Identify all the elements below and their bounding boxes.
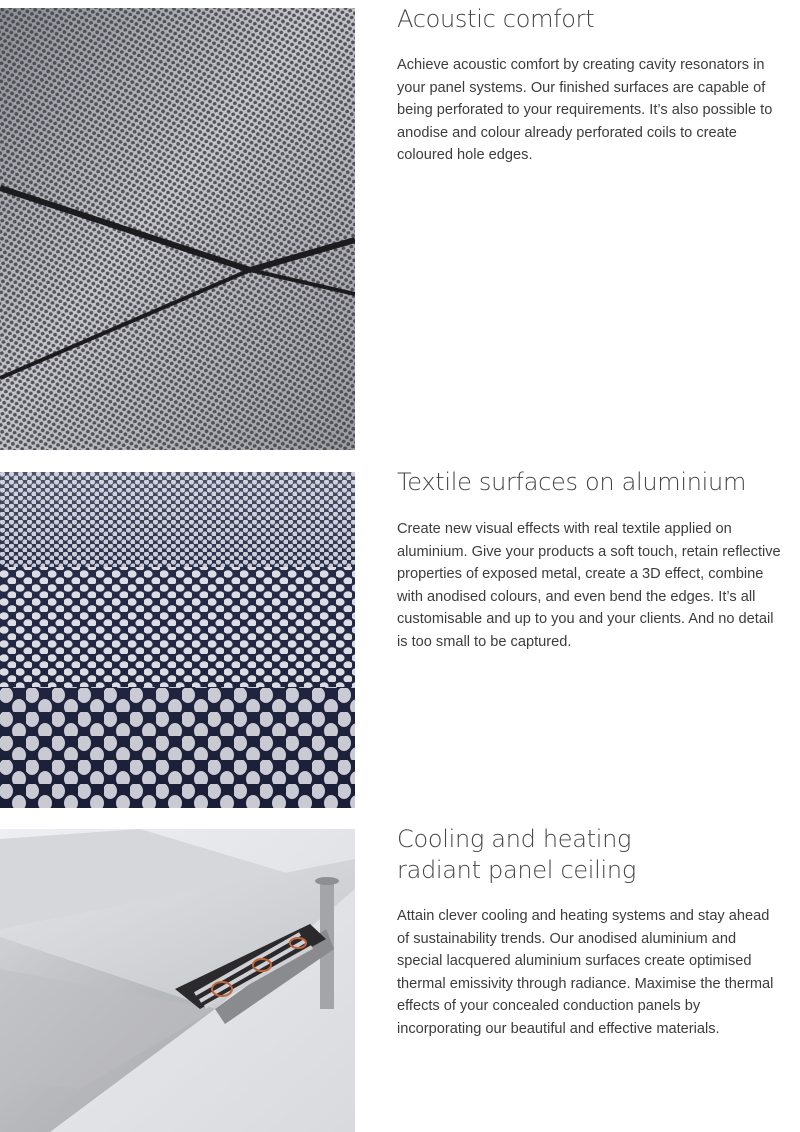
section-title: Textile surfaces on aluminium <box>397 468 747 496</box>
section-body: Create new visual effects with real textile applied on aluminium. Give your products a soft touch, retain reflective properties of exposed metal, create a 3D effect, combine with anodised colours, and even bend the edges. It’s all customisable and up to you and your clients. And no detail is too small to be captured. <box>397 521 781 650</box>
textile-surface-image <box>0 472 355 808</box>
section-body: Achieve acoustic comfort by creating cavity resonators in your panel systems. Our finished surfaces are capable of being perforated to your requirements. It’s also possible to anodise and colour already perforated coils to create coloured hole edges. <box>397 57 773 164</box>
radiant-ceiling-image <box>0 829 355 1132</box>
acoustic-panel-image <box>0 8 355 450</box>
section-acoustic-comfort <box>397 4 782 167</box>
section-radiant-panel-ceiling <box>397 824 782 1041</box>
section-title: Acoustic comfort <box>397 5 595 33</box>
section-textile-surfaces <box>397 467 782 654</box>
section-title: Cooling and heating radiant panel ceiling <box>397 825 636 884</box>
section-body: Attain clever cooling and heating systems and stay ahead of sustainability trends. Our anodised aluminium and special lacquered aluminium surfaces create optimised thermal emissivity through radiance. Maximise the thermal effects of your concealed conduction panels by incorporating our beautiful and effective materials. <box>397 908 774 1037</box>
